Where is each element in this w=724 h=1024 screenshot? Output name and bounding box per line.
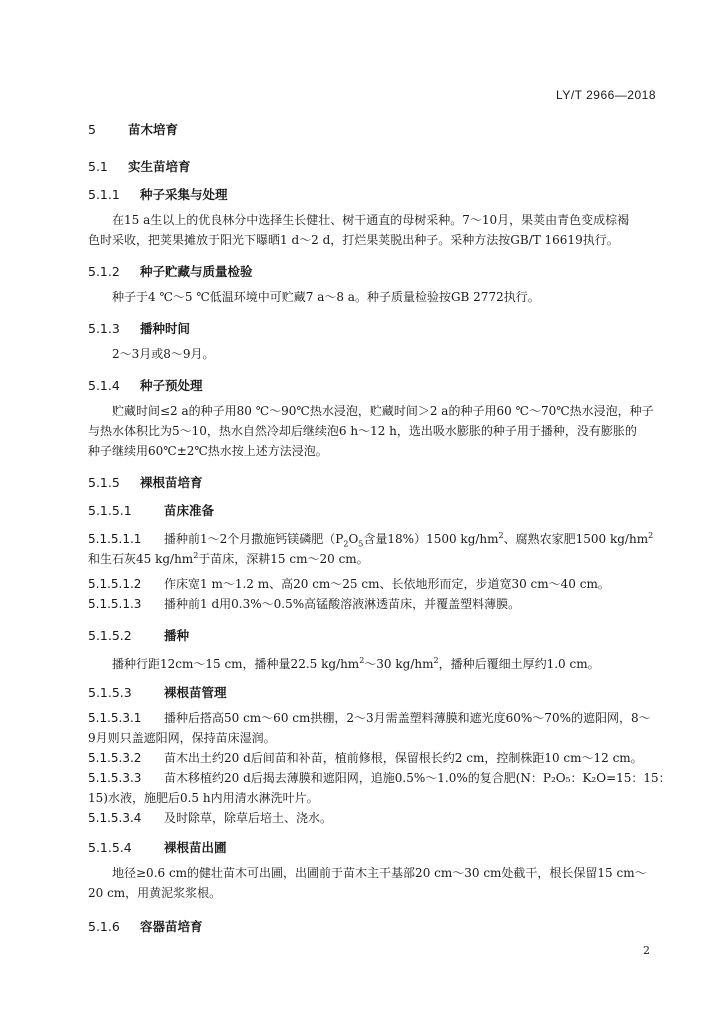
paragraph-5-1-1-line1: 在15 a生以上的优良林分中选择生长健壮、树干通直的母树采种。7～10月，果荚由青色变成棕褐 <box>112 213 630 227</box>
item-5-1-5-3-3-line1: 5.1.5.3.3 苗木移植约20 d后揭去薄膜和遮阳网，追施0.5%～1.0%的复合肥(N：P₂O₅：K₂O=15：15： <box>88 771 671 785</box>
item-5-1-5-1-2: 5.1.5.1.2 作床宽1 m～1.2 m、高20 cm～25 cm、长依地形而定，步道宽30 cm～40 cm。 <box>88 577 610 591</box>
item-5-1-5-1-1-line2: 和生石灰45 $kg/hm^2$于苗床，深耕15 cm～20 cm。 <box>88 551 369 566</box>
paragraph-5-1-3: 2～3月或8～9月。 <box>112 347 215 361</box>
section-5-1-5-heading: 5.1.5 裸根苗培育 <box>88 475 203 490</box>
item-5-1-5-3-3-line2: 15)水液，施肥后0.5 h内用清水淋洗叶片。 <box>88 791 319 805</box>
section-5-heading: 5 苗木培育 <box>88 122 179 137</box>
paragraph-5-1-4-line1: 贮藏时间≤2 a的种子用80 ℃～90℃热水浸泡，贮藏时间＞2 a的种子用60 ℃～70℃热水浸泡，种子 <box>112 404 654 418</box>
section-5-1-5-1-heading: 5.1.5.1 苗床准备 <box>88 503 215 518</box>
paragraph-5-1-5-4-line1: 地径≥0.6 cm的健壮苗木可出圃，出圃前于苗木主干基部20 cm～30 cm处截干，根长保留15 cm～ <box>112 866 647 880</box>
item-5-1-5-3-1-line1: 5.1.5.3.1 播种后搭高50 cm～60 cm拱棚，2～3月需盖塑料薄膜和遮光度60%～70%的遮阳网，8～ <box>88 711 651 725</box>
section-5-1-4-heading: 5.1.4 种子预处理 <box>88 378 203 393</box>
paragraph-5-1-4-line3: 种子继续用60℃±2℃热水按上述方法浸泡。 <box>88 444 328 458</box>
item-5-1-5-3-1-line2: 9月则只盖遮阳网，保持苗床湿润。 <box>88 731 276 745</box>
page-number: 2 <box>643 944 650 957</box>
standard-code: LY/T 2966—2018 <box>556 88 656 102</box>
section-5-1-heading: 5.1 实生苗培育 <box>88 159 191 174</box>
item-5-1-5-3-4: 5.1.5.3.4 及时除草，除草后培土、浇水。 <box>88 811 333 825</box>
section-5-1-2-heading: 5.1.2 种子贮藏与质量检验 <box>88 264 253 279</box>
item-5-1-5-3-2: 5.1.5.3.2 苗木出土约20 d后间苗和补苗，植前修根，保留根长约2 cm，控制株距10 cm～12 cm。 <box>88 751 643 765</box>
paragraph-5-1-2: 种子于4 ℃～5 ℃低温环境中可贮藏7 a～8 a。种子质量检验按GB 2772执行。 <box>112 290 540 304</box>
section-5-1-1-heading: 5.1.1 种子采集与处理 <box>88 187 228 202</box>
section-5-1-5-2-heading: 5.1.5.2 播种 <box>88 628 190 643</box>
paragraph-5-1-4-line2: 与热水体积比为5～10，热水自然冷却后继续泡6 h～12 h，选出吸水膨胀的种子用于播种，没有膨胀的 <box>88 424 637 438</box>
section-5-1-5-4-heading: 5.1.5.4 裸根苗出圃 <box>88 840 227 855</box>
section-5-1-3-heading: 5.1.3 播种时间 <box>88 321 191 336</box>
paragraph-5-1-5-4-line2: 20 cm，用黄泥浆浆根。 <box>88 886 222 900</box>
paragraph-5-1-1-line2: 色时采收，把荚果摊放于阳光下曝晒1 d～2 d，打烂果荚脱出种子。采种方法按GB/T 16619执行。 <box>88 233 619 247</box>
section-5-1-6-heading: 5.1.6 容器苗培育 <box>88 919 203 934</box>
section-5-1-5-3-heading: 5.1.5.3 裸根苗管理 <box>88 685 227 700</box>
item-5-1-5-1-1-line1: 5.1.5.1.1 播种前1～2个月撒施钙镁磷肥（$P_2O_5$含量18%）1500 $kg/hm^2$、腐熟农家肥1500 $kg/hm^2$ <box>88 531 654 549</box>
paragraph-5-1-5-2: 播种行距12cm～15 cm，播种量22.5 $kg/hm^2\sim 30$ $kg/hm^2$，播种后覆细土厚约1.0 cm。 <box>112 656 600 671</box>
item-5-1-5-1-3: 5.1.5.1.3 播种前1 d用0.3%～0.5%高锰酸溶液淋透苗床，并覆盖塑料薄膜。 <box>88 597 521 611</box>
